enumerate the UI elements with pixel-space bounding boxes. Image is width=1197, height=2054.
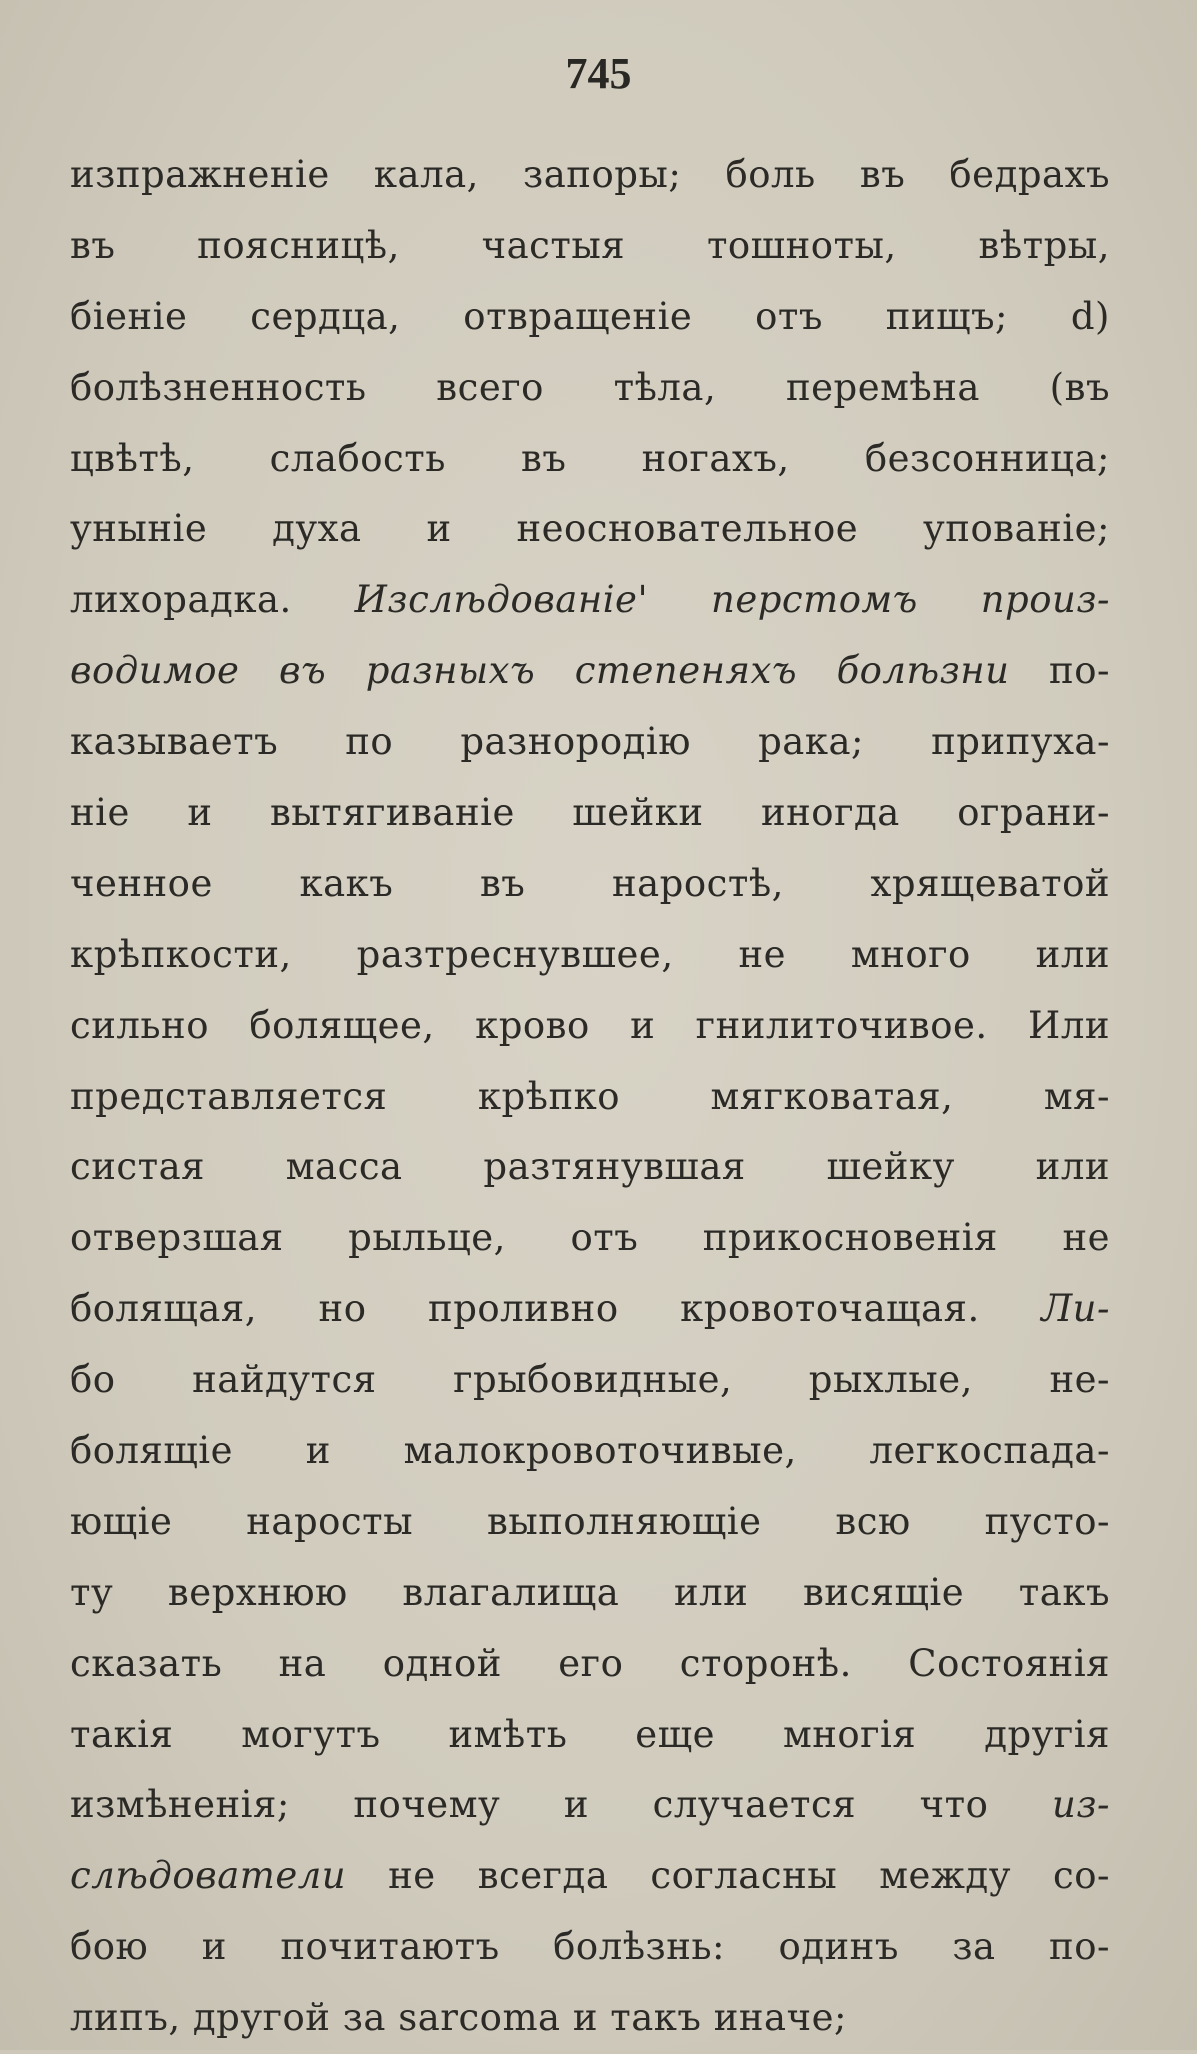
text-segment: систая масса разтянувшая шейку или <box>70 1145 1110 1189</box>
text-line <box>70 707 1110 778</box>
text-line <box>70 1629 1110 1700</box>
text-line <box>70 1274 1110 1345</box>
text-line <box>70 1132 1110 1203</box>
italic-text-segment: из- <box>1051 1783 1110 1827</box>
text-segment: ту верхнюю влагалища или висящіе такъ <box>70 1570 1110 1614</box>
text-segment: сказать на одной его сторонѣ. Состоянія <box>70 1641 1110 1685</box>
text-segment: липъ, другой за sarcoma и такъ иначе; <box>70 1996 847 2040</box>
text-segment: цвѣтѣ, слабость въ ногахъ, безсонница; <box>70 436 1110 480</box>
text-segment: болящіе и малокровоточивые, легкоспада- <box>70 1429 1110 1473</box>
text-line <box>70 1700 1110 1771</box>
text-line <box>70 211 1110 282</box>
text-segment: ченное какъ въ наростѣ, хрящеватой <box>70 861 1110 905</box>
text-segment: не всегда согласны между со- <box>346 1854 1110 1898</box>
text-segment: въ поясницѣ, частыя тошноты, вѣтры, <box>70 223 1110 267</box>
text-line <box>70 424 1110 495</box>
text-line <box>70 636 1110 707</box>
text-line <box>70 778 1110 849</box>
text-line <box>70 565 1110 636</box>
text-line <box>70 849 1110 920</box>
text-segment: измѣненія; почему и случается что <box>70 1783 1052 1827</box>
italic-text-segment: водимое въ разныхъ степеняхъ болѣзни <box>70 649 1010 693</box>
text-segment: лихорадка. <box>70 578 355 622</box>
text-line <box>70 353 1110 424</box>
text-line <box>70 494 1110 565</box>
text-line <box>70 1345 1110 1416</box>
text-segment: отверзшая рыльце, отъ прикосновенія не <box>70 1216 1110 1260</box>
text-line <box>70 1416 1110 1487</box>
text-segment: сильно болящее, крово и гнилиточивое. Или <box>70 1003 1110 1047</box>
text-line <box>70 1203 1110 1274</box>
text-segment: представляется крѣпко мягковатая, мя- <box>70 1074 1110 1118</box>
text-segment: болящая, но проливно кровоточащая. <box>70 1287 1042 1331</box>
text-line <box>70 1770 1110 1841</box>
text-line <box>70 1487 1110 1558</box>
text-segment: такія могутъ имѣть еще многія другія <box>70 1712 1110 1756</box>
text-segment: крѣпкости, разтреснувшее, не много или <box>70 932 1110 976</box>
text-segment: болѣзненность всего тѣла, перемѣна (въ <box>70 365 1110 409</box>
text-segment: казываетъ по разнородію рака; припуха- <box>70 720 1110 764</box>
text-segment: біеніе сердца, отвращеніе отъ пищъ; d) <box>70 294 1110 338</box>
text-line <box>70 1983 1110 2054</box>
italic-text-segment: слѣдователи <box>70 1854 347 1898</box>
text-line <box>70 991 1110 1062</box>
italic-text-segment: Изслѣдованіе' перстомъ произ- <box>354 578 1110 622</box>
text-line <box>70 1558 1110 1629</box>
text-segment: бою и почитаютъ болѣзнь: одинъ за по- <box>70 1925 1110 1969</box>
text-line <box>70 1841 1110 1912</box>
body-text <box>70 140 1110 2054</box>
text-segment: ющіе наросты выполняющіе всю пусто- <box>70 1499 1110 1543</box>
text-segment: бо найдутся грыбовидные, рыхлые, не- <box>70 1358 1110 1402</box>
text-segment: по- <box>1009 649 1110 693</box>
text-segment: ніе и вытягиваніе шейки иногда ограни- <box>70 791 1110 835</box>
text-line <box>70 1912 1110 1983</box>
text-segment: изпражненіе кала, запоры; боль въ бедрахъ <box>70 153 1110 196</box>
text-segment: уныніе духа и неосновательное упованіе; <box>70 507 1110 551</box>
page-number: 745 <box>565 49 632 98</box>
italic-text-segment: Ли- <box>1041 1287 1110 1331</box>
text-line <box>70 140 1110 211</box>
text-line <box>70 1062 1110 1133</box>
text-line <box>70 920 1110 991</box>
text-line <box>70 282 1110 353</box>
